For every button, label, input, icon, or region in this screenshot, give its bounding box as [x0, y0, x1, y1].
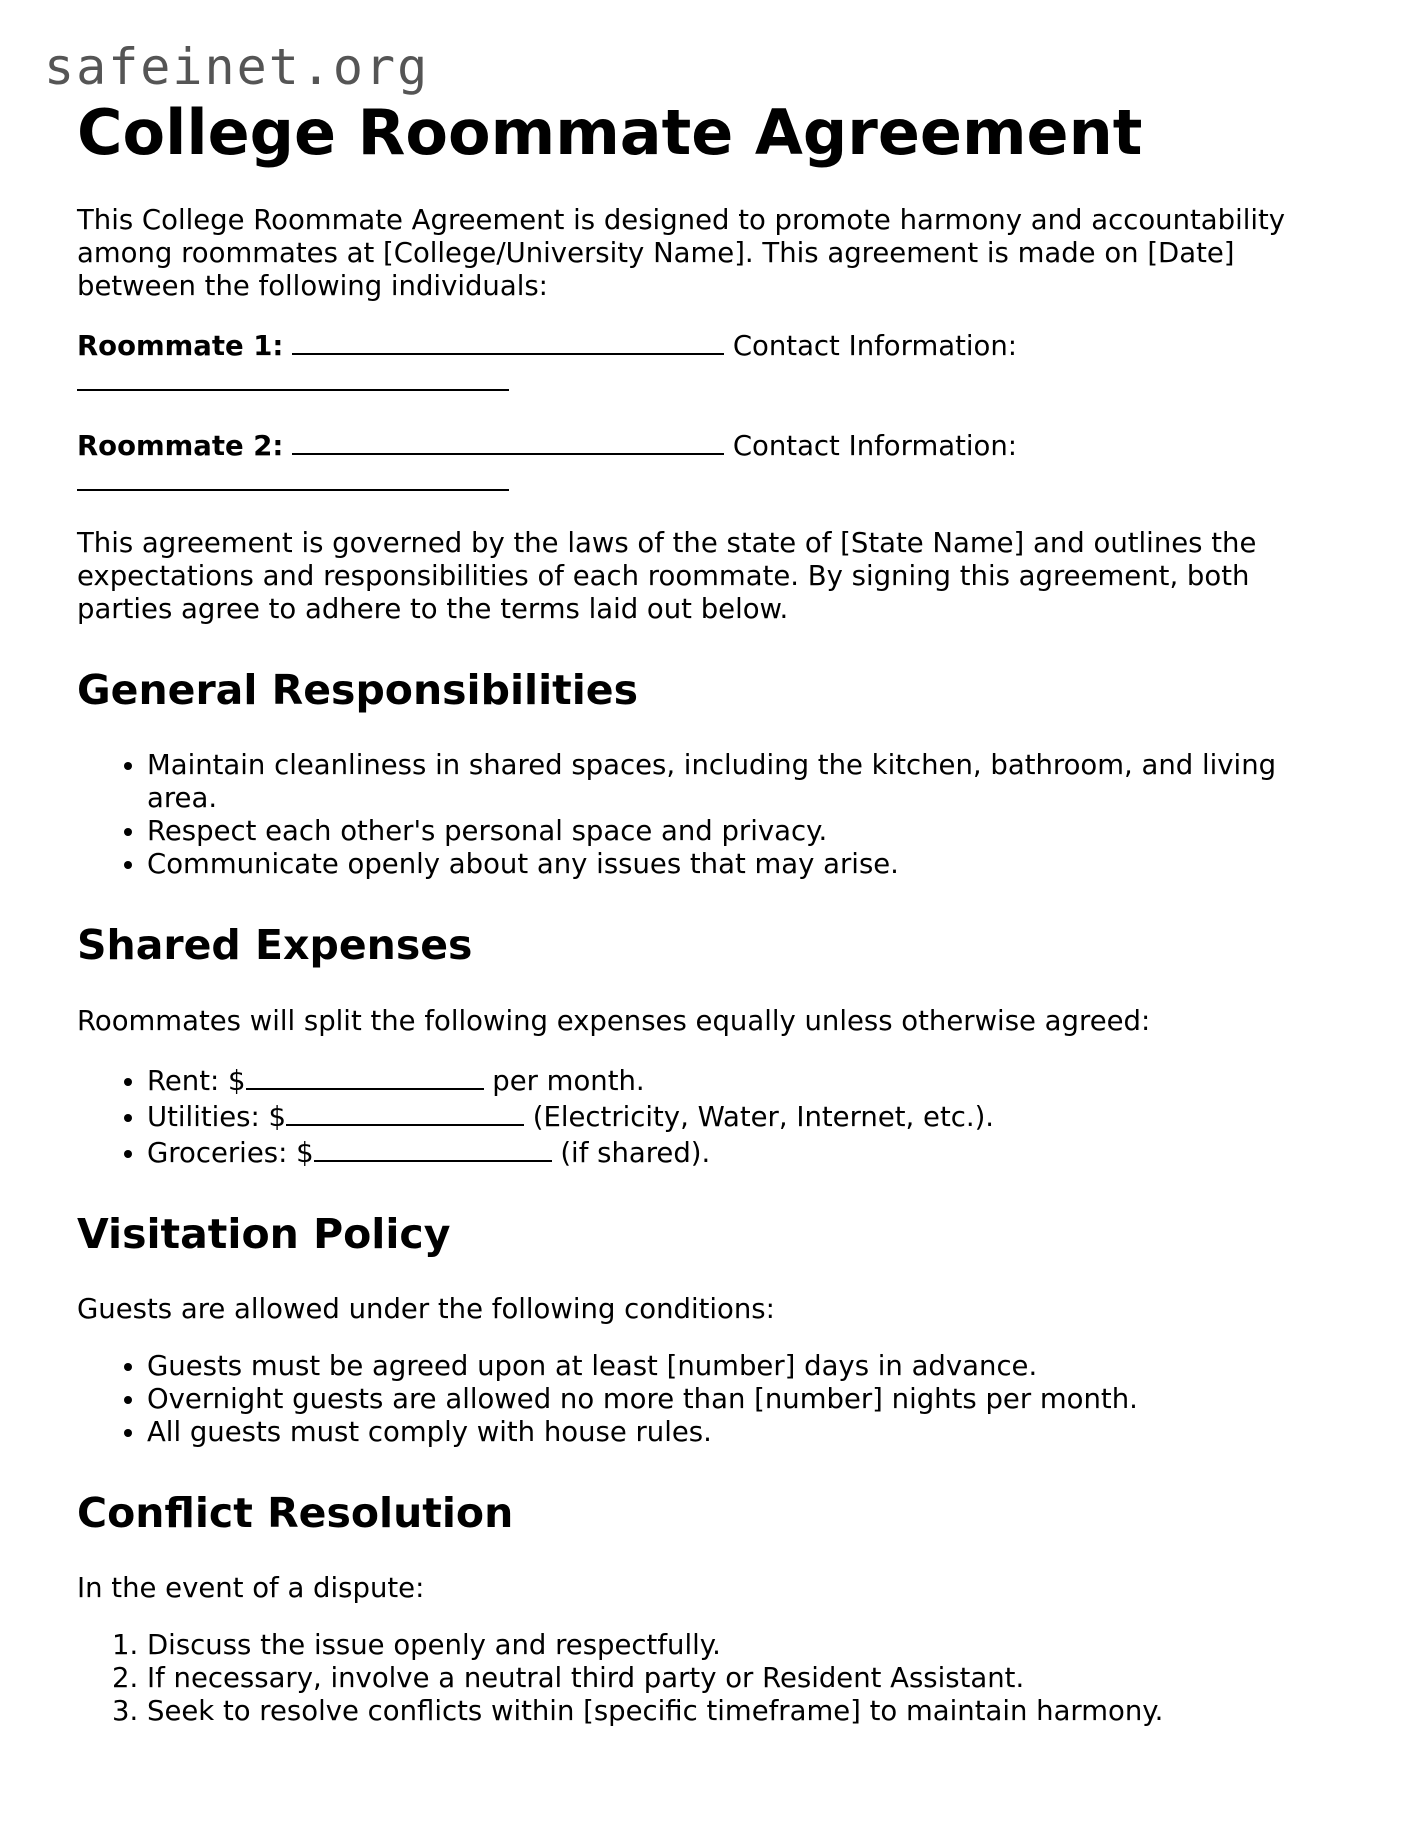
document-title: College Roommate Agreement	[77, 96, 1143, 169]
expense-groceries-label: Groceries: $	[147, 1136, 314, 1169]
list-item: • All guests must comply with house rules.	[147, 1416, 1327, 1449]
expense-utilities-label: Utilities: $	[147, 1100, 287, 1133]
governing-paragraph: This agreement is governed by the laws of the state of [State Name] and outlines the expectations and responsibilities of each roommate. By signing this agreement, both parties agree to adhere to the terms laid out below.	[77, 527, 1257, 626]
list-item: • Guests must be agreed upon at least [number] days in advance.	[147, 1350, 1327, 1383]
expense-utilities-blank	[286, 1098, 524, 1126]
list-item	[147, 1062, 1327, 1098]
expense-utilities-suffix: (Electricity, Water, Internet, etc.).	[524, 1100, 995, 1133]
list-item: • Communicate openly about any issues that may arise.	[147, 848, 1327, 881]
roommate-1-line	[77, 327, 1327, 399]
roommate-1-label: Roommate 1:	[77, 330, 284, 363]
expense-groceries-blank	[314, 1134, 552, 1162]
conflict-resolution-list	[77, 1629, 1327, 1728]
roommate-1-contact-blank	[77, 363, 509, 391]
visitation-policy-list	[77, 1350, 1327, 1449]
list-item: • Maintain cleanliness in shared spaces, including the kitchen, bathroom, and living area.	[147, 749, 1327, 815]
list-item: 3. Seek to resolve conflicts within [specific timeframe] to maintain harmony.	[147, 1695, 1327, 1728]
roommate-1-contact-label: Contact Information:	[732, 330, 1018, 363]
expense-rent-blank	[246, 1062, 484, 1090]
list-item: • Respect each other's personal space and privacy.	[147, 815, 1327, 848]
visitation-policy-intro: Guests are allowed under the following conditions:	[77, 1292, 775, 1325]
conflict-resolution-intro: In the event of a dispute:	[77, 1571, 425, 1604]
expense-rent-suffix: per month.	[483, 1064, 645, 1097]
roommate-2-contact-blank	[77, 463, 509, 491]
list-item: 2. If necessary, involve a neutral third party or Resident Assistant.	[147, 1662, 1327, 1695]
shared-expenses-list	[77, 1062, 1327, 1170]
expense-rent-label: Rent: $	[147, 1064, 246, 1097]
intro-paragraph: This College Roommate Agreement is designed to promote harmony and accountability among roommates at [College/University Name]. This agreement is made on [Date] between the following individuals:	[77, 204, 1286, 303]
visitation-policy-heading: Visitation Policy	[77, 1209, 451, 1258]
roommate-2-line	[77, 427, 1327, 499]
roommate-1-name-blank	[292, 327, 724, 355]
expense-groceries-suffix: (if shared).	[551, 1136, 711, 1169]
list-item	[147, 1134, 1327, 1170]
document-page	[77, 96, 1327, 1752]
conflict-resolution-heading: Conflict Resolution	[77, 1488, 514, 1537]
roommate-2-label: Roommate 2:	[77, 430, 284, 463]
general-responsibilities-heading: General Responsibilities	[77, 666, 638, 715]
general-responsibilities-list	[77, 749, 1327, 881]
shared-expenses-intro: Roommates will split the following expenses equally unless otherwise agreed:	[77, 1004, 1151, 1037]
roommate-2-name-blank	[292, 427, 724, 455]
list-item: 1. Discuss the issue openly and respectfully.	[147, 1629, 1327, 1662]
roommate-2-contact-label: Contact Information:	[732, 430, 1018, 463]
shared-expenses-heading: Shared Expenses	[77, 921, 473, 970]
list-item: • Overnight guests are allowed no more than [number] nights per month.	[147, 1383, 1327, 1416]
watermark: safeinet.org	[44, 38, 430, 96]
list-item	[147, 1098, 1327, 1134]
